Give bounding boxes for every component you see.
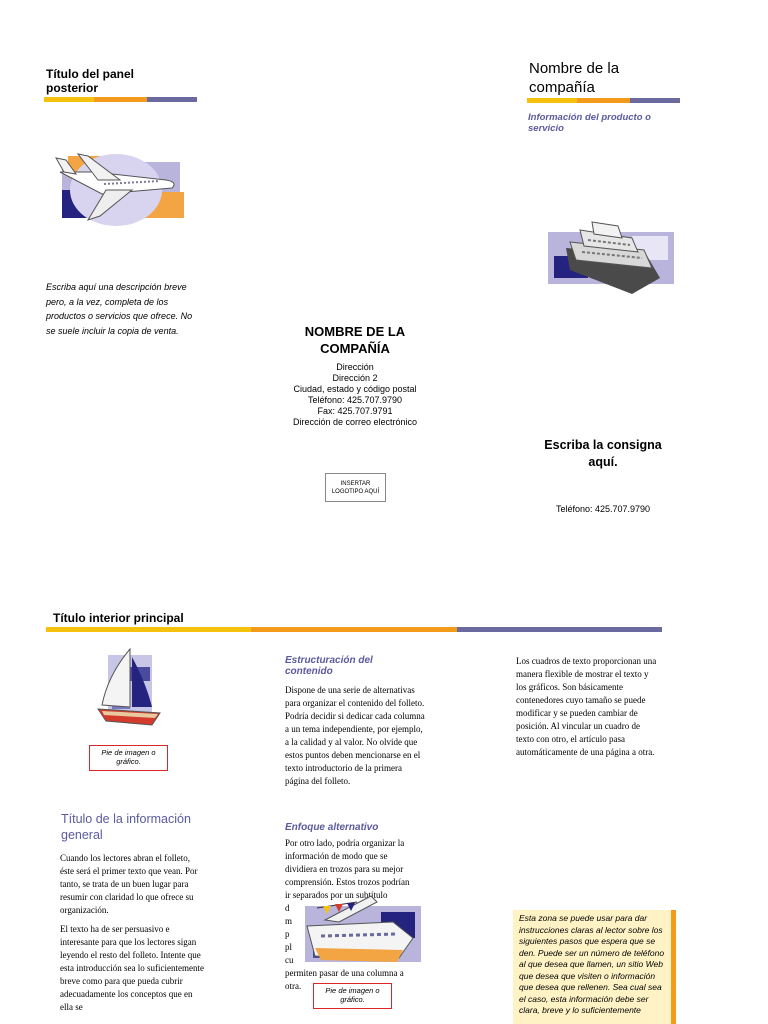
inside-main-title: Título interior principal xyxy=(53,611,184,625)
alt-line: otra. xyxy=(285,981,302,991)
alt-line: comprensión. Estos trozos podrían xyxy=(285,877,410,887)
general-paragraph: Cuando los lectores abran el folleto, éste será el primer texto que vean. Por tanto, se trata de un buen lugar para resumir con claridad lo que ofrece su organización. xyxy=(60,853,198,915)
address-line: Ciudad, estado y código postal xyxy=(293,384,417,394)
alternative-heading: Enfoque alternativo xyxy=(285,822,379,833)
alt-line: Por otro lado, podría organizar la xyxy=(285,838,405,848)
inside-divider xyxy=(46,627,662,632)
front-company-name: Nombre de la compañía xyxy=(529,60,620,96)
back-panel-description: Escriba aquí una descripción breve pero, a la vez, completa de los productos o servicios que ofrece. No se suele incluir la copia de venta. xyxy=(46,282,193,336)
sailboat-image xyxy=(94,647,166,729)
yacht-image xyxy=(297,892,423,970)
image-caption-2: Pie de imagen o gráfico. xyxy=(313,983,392,1009)
company-name-heading: NOMBRE DE LA COMPAÑÍA xyxy=(304,324,406,356)
alt-line: ir separados por un subtítulo xyxy=(285,890,388,900)
back-panel-divider xyxy=(44,97,197,102)
general-paragraph: El texto ha de ser persuasivo e interesante para que los lectores sigan leyendo el resto del folleto. Intente que esta introducción sea lo suficientemente breve como para que pueda cubrir adecuadamente los conceptos que en ella se xyxy=(60,924,204,1012)
airplane-image xyxy=(54,150,184,230)
image-caption-1: Pie de imagen o gráfico. xyxy=(89,745,168,771)
alt-line: pl xyxy=(285,942,293,952)
alt-line: p xyxy=(285,929,290,939)
address-line: Dirección xyxy=(336,362,374,372)
logo-placeholder: INSERTAR LOGOTIPO AQUÍ xyxy=(325,473,386,502)
address-line: Fax: 425.707.9791 xyxy=(317,406,393,416)
alt-line: m xyxy=(285,916,293,926)
right-column-body: Los cuadros de texto proporcionan una manera flexible de mostrar el texto y los gráficos. Son básicamente contenedores cuyo tamaño se puede modificar y se pueden cambiar de posición. Al vincular un cuadro de texto con otro, el artículo pasa automáticamente de una página a otra. xyxy=(516,656,657,757)
address-line: Teléfono: 425.707.9790 xyxy=(307,395,403,405)
front-panel-divider xyxy=(527,98,680,103)
alt-line: permiten pasar de una columna a xyxy=(285,968,404,978)
structure-heading: Estructuración del contenido xyxy=(285,655,373,677)
address-line: Dirección de correo electrónico xyxy=(292,417,418,427)
alt-line: dividiera en trozos para su mejor xyxy=(285,864,404,874)
call-to-action-note: Esta zona se puede usar para dar instrucciones claras al lector sobre los siguientes pasos que espera que se den. Puede ser un número de teléfono al que desea que llamen, un sitio Web que desea que visiten o información que desea que rellenen. Sea cual sea el caso, esta información debe ser clara, breve y lo suficientemente xyxy=(513,910,676,1024)
alt-line: d xyxy=(285,903,290,913)
back-panel-title: Título del panel posterior xyxy=(46,67,135,95)
alt-line: información de modo que se xyxy=(285,851,388,861)
alt-line: cu xyxy=(285,955,294,965)
general-info-title: Título de la información general xyxy=(61,812,191,842)
tagline: Escriba la consigna aquí. xyxy=(544,438,662,469)
address-line: Dirección 2 xyxy=(332,373,378,383)
general-info-body xyxy=(60,852,206,1020)
product-info-heading: Información del producto o servicio xyxy=(528,112,651,134)
address-block xyxy=(274,362,436,428)
ship-image xyxy=(548,218,676,296)
structure-body: Dispone de una serie de alternativas para organizar el contenido del folleto. Podría decidir si dedicar cada columna a un tema independiente, por ejemplo, a la calidad y al valor. No olvide que estos puntos deben mencionarse en el texto introductorio de la primera página del folleto. xyxy=(285,685,425,786)
front-phone: Teléfono: 425.707.9790 xyxy=(555,504,651,514)
